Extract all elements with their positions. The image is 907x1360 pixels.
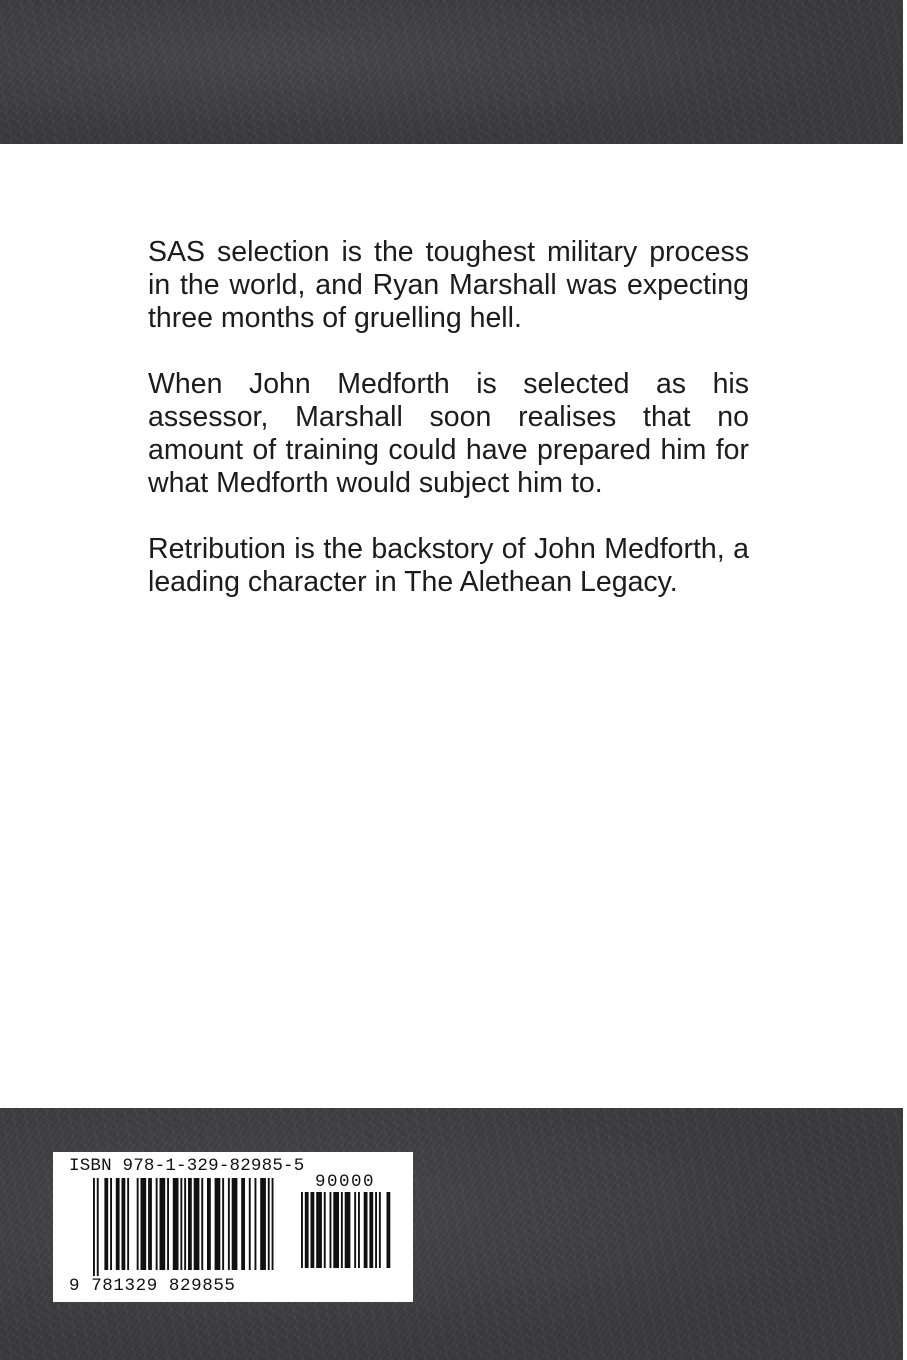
barcode-bar — [272, 1178, 274, 1270]
barcode-digits: 9 781329 829855 — [69, 1276, 236, 1296]
barcode-bar — [316, 1192, 322, 1268]
barcode-bar — [364, 1192, 368, 1268]
barcode-bar — [104, 1178, 108, 1270]
barcode-bar — [249, 1178, 251, 1270]
barcode-bar — [167, 1178, 169, 1270]
barcode-bar — [184, 1178, 186, 1270]
barcode-bar — [201, 1178, 203, 1270]
page-edge — [903, 0, 907, 1360]
barcode-bar — [173, 1178, 179, 1270]
barcode-bar — [333, 1192, 339, 1268]
barcode-bar — [369, 1192, 373, 1268]
barcode-bar — [358, 1192, 360, 1268]
barcode-bar — [215, 1178, 221, 1270]
barcode-bar — [148, 1178, 152, 1270]
barcode-bar — [127, 1178, 129, 1270]
barcode-bar — [379, 1192, 381, 1268]
barcode-bar — [301, 1192, 303, 1268]
barcode-bar — [305, 1192, 309, 1268]
barcode-bar — [375, 1192, 377, 1268]
barcode-bar — [387, 1192, 391, 1268]
barcode-bar — [137, 1178, 139, 1270]
barcode-bar — [222, 1178, 224, 1270]
barcode-bar — [110, 1178, 112, 1270]
barcode-bar — [241, 1178, 245, 1270]
barcode-bar — [341, 1192, 343, 1268]
barcode-bar — [194, 1178, 200, 1270]
barcode-bar — [97, 1178, 99, 1276]
barcode-bar — [122, 1178, 126, 1270]
barcode-bar — [260, 1178, 266, 1270]
barcode-bar — [93, 1178, 95, 1276]
barcode-bar — [232, 1178, 238, 1270]
barcode-bar — [141, 1178, 147, 1270]
blurb-paragraph-1: SAS selection is the toughest military process in the world, and Ryan Marshall was expecting three months of gruelling hell. — [148, 236, 749, 334]
barcode-bar — [255, 1178, 257, 1270]
barcode-bar — [180, 1178, 182, 1270]
blurb-paragraph-2: When John Medforth is selected as his assessor, Marshall soon realises that no amount of training could have prepared him for what Medforth would subject him to. — [148, 368, 749, 499]
isbn-barcode — [53, 1152, 413, 1302]
barcode-bar — [228, 1178, 230, 1270]
isbn-label: ISBN 978-1-329-82985-5 — [69, 1156, 305, 1176]
top-texture-band — [0, 0, 903, 144]
addon-bars — [301, 1192, 401, 1276]
ean13-bars — [93, 1178, 293, 1278]
barcode-bar — [311, 1192, 315, 1268]
barcode-bar — [188, 1178, 192, 1270]
blurb-paragraph-3: Retribution is the backstory of John Medforth, a leading character in The Alethean Legacy. — [148, 533, 749, 598]
barcode-bar — [156, 1178, 158, 1270]
price-code: 90000 — [315, 1172, 376, 1192]
barcode-bar — [330, 1192, 332, 1268]
barcode-bar — [116, 1178, 120, 1270]
barcode-bar — [345, 1192, 351, 1268]
barcode-bar — [324, 1192, 326, 1268]
barcode-bar — [354, 1192, 356, 1268]
barcode-bar — [160, 1178, 166, 1270]
blurb-text — [148, 236, 749, 632]
barcode-bar — [268, 1178, 270, 1270]
barcode-bar — [207, 1178, 211, 1270]
